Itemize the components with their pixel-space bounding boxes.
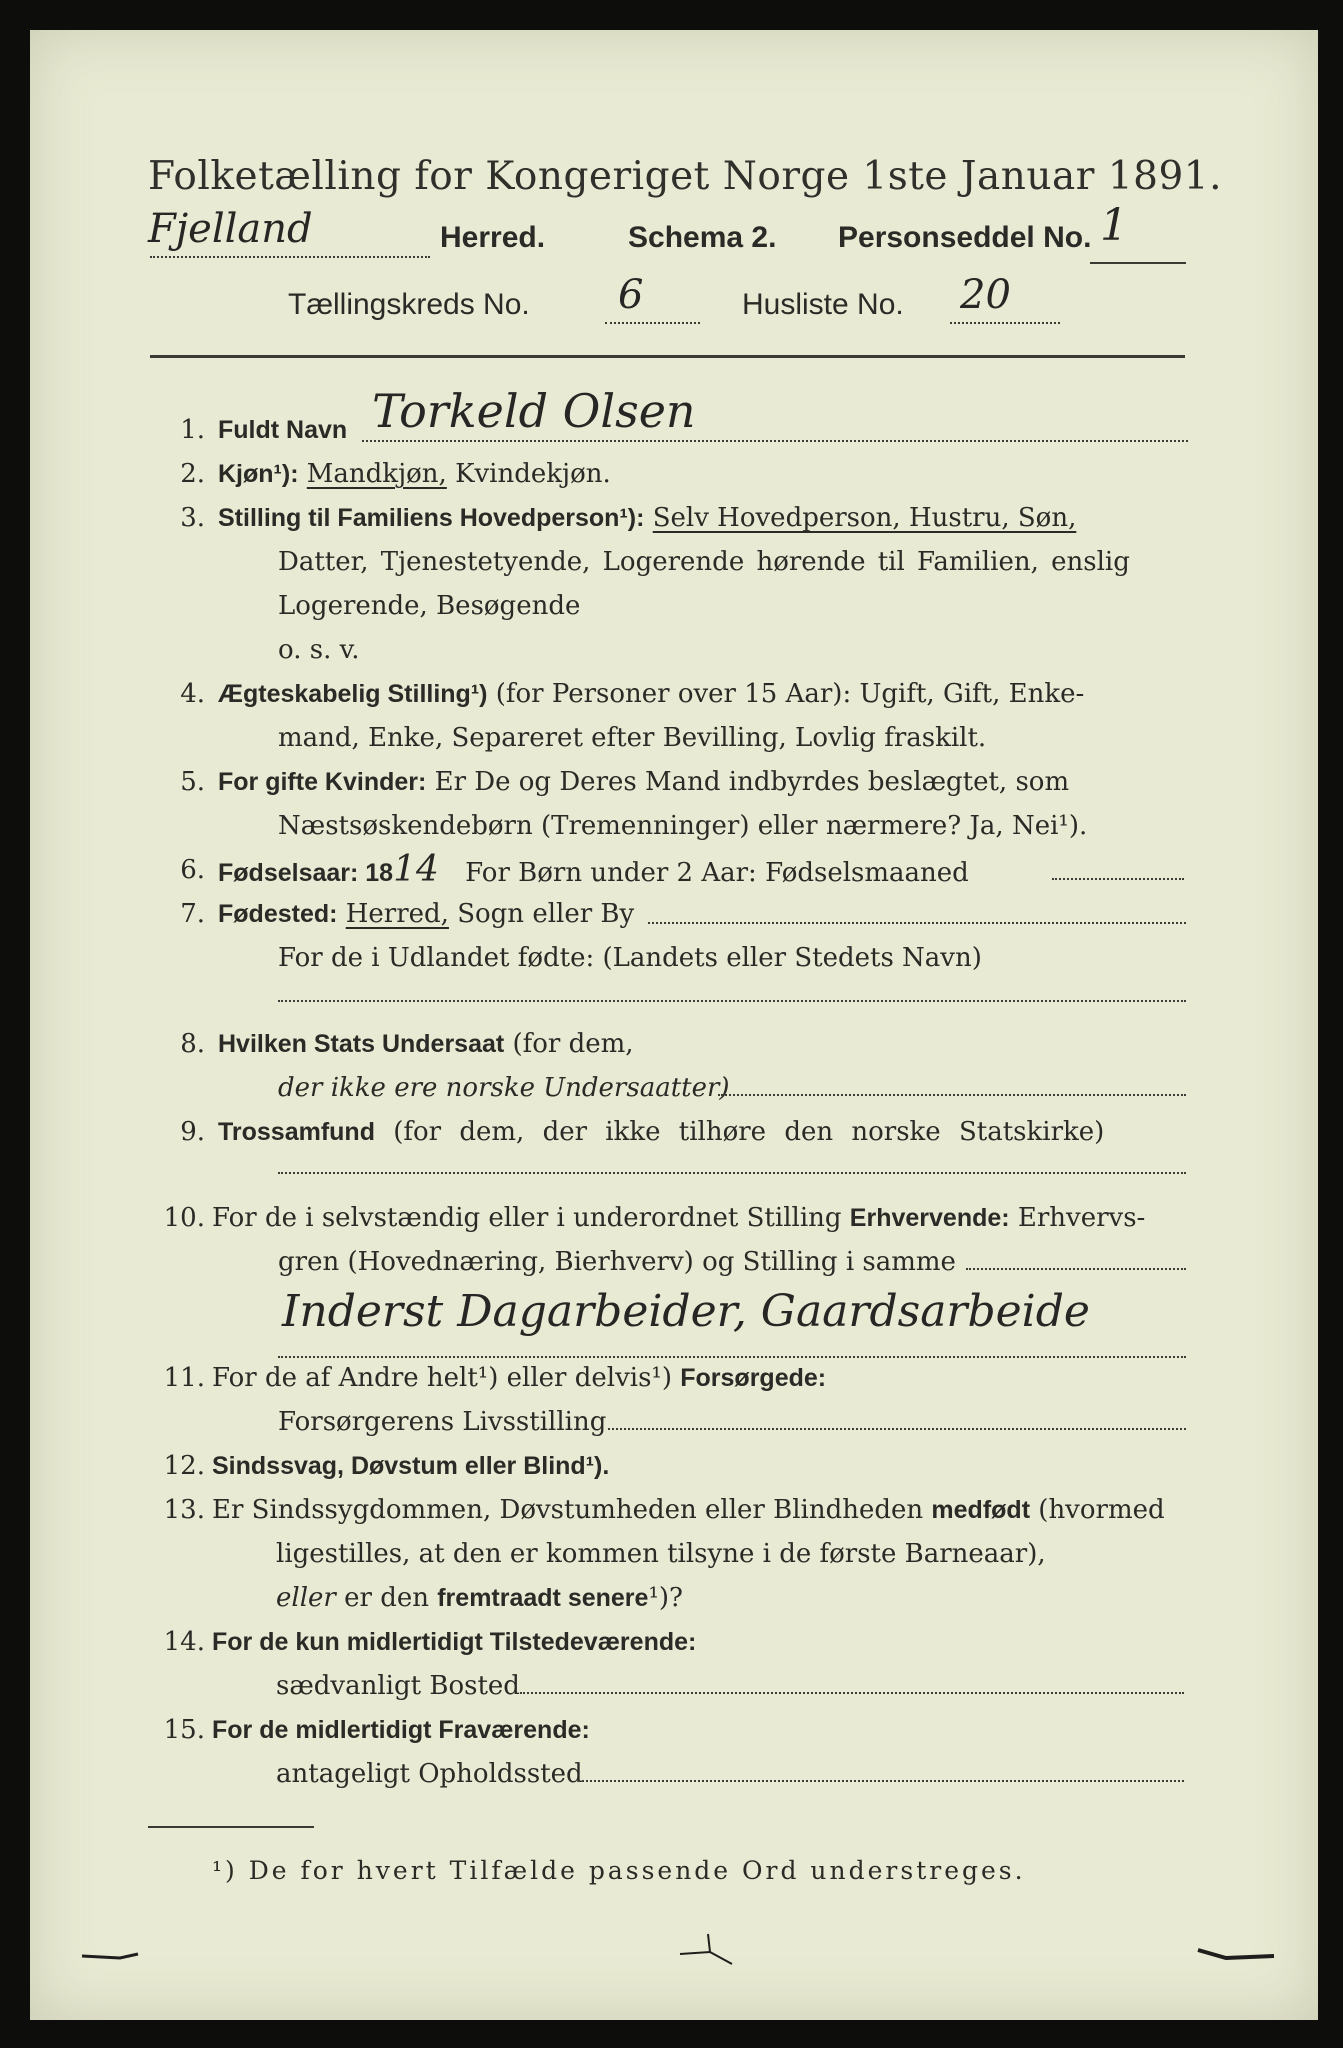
q8-text-line1: (for dem,	[512, 1029, 634, 1059]
q15-number: 15.	[163, 1715, 205, 1745]
q1-name-handwritten: Torkeld Olsen	[372, 384, 696, 438]
q10-occupation-handwritten: Inderst Dagarbeider, Gaardsarbeide	[282, 1286, 1090, 1337]
q1-number: 1.	[180, 415, 205, 445]
q3-row1	[218, 496, 1076, 540]
kreds-label: Tællingskreds No.	[288, 288, 530, 321]
q1-label: Fuldt Navn	[218, 416, 348, 444]
herred-label: Herred.	[440, 221, 546, 254]
q11-number: 11.	[163, 1363, 205, 1393]
q4-options-line1: (for Personer over 15 Aar): Ugift, Gift, Enke-	[495, 679, 1085, 709]
q10-number: 10.	[163, 1203, 205, 1233]
q8-label: Hvilken Stats Undersaat	[218, 1030, 505, 1058]
q7-label: Fødested:	[218, 900, 338, 928]
q6-label: Fødselsaar: 18	[218, 859, 394, 887]
margin-mark-center	[670, 1930, 750, 1970]
header-rule	[150, 355, 1185, 358]
q6-row	[218, 848, 969, 895]
herred-line	[150, 256, 430, 258]
q15-label: For de midlertidigt Fraværende:	[212, 1716, 590, 1744]
q14-line	[520, 1692, 1184, 1694]
q10-label: Erhvervende:	[849, 1204, 1010, 1232]
q7-option-herred: Herred,	[345, 899, 449, 929]
q6-year-handwritten: 14	[393, 849, 439, 890]
margin-mark-right	[1196, 1946, 1276, 1970]
q8-line	[718, 1094, 1186, 1096]
husliste-line	[950, 322, 1060, 324]
q13-text-eller: eller	[276, 1583, 336, 1613]
q10-row1	[212, 1196, 1145, 1240]
q4-label: Ægteskabelig Stilling¹)	[218, 680, 488, 708]
q14-label: For de kun midlertidigt Tilstedeværende:	[212, 1628, 697, 1656]
q3-number: 3.	[180, 503, 205, 533]
q12-number: 12.	[163, 1451, 205, 1481]
form-title: Folketælling for Kongeriget Norge 1ste Januar 1891.	[148, 154, 1222, 199]
q10-line1	[966, 1268, 1186, 1270]
q2-option-mandkjon: Mandkjøn,	[306, 459, 447, 489]
q15-line	[578, 1780, 1184, 1782]
q9-line	[278, 1172, 1186, 1174]
q2-option-kvindekjon: Kvindekjøn.	[455, 459, 611, 489]
q11-text-line1a: For de af Andre helt¹) eller delvis¹)	[212, 1363, 672, 1393]
q4-number: 4.	[180, 679, 205, 709]
q7-text-line2: For de i Udlandet fødte: (Landets eller Stedets Navn)	[278, 943, 982, 973]
q9-text: (for dem, der ikke tilhøre den norske Statskirke)	[393, 1117, 1105, 1147]
q7-line1	[648, 922, 1186, 924]
q5-number: 5.	[180, 767, 205, 797]
q5-text-line2: Næstsøskendebørn (Tremenninger) eller nærmere? Ja, Nei¹).	[278, 811, 1088, 841]
q3-options-line2: Datter, Tjenestetyende, Logerende hørende til Familien, enslig	[278, 547, 1130, 577]
q10-text-line1b: Erhvervs-	[1017, 1203, 1146, 1233]
q13-text-line1a: Er Sindssygdommen, Døvstumheden eller Blindheden	[212, 1495, 924, 1525]
q5-text-line1: Er De og Deres Mand indbyrdes beslægtet, som	[434, 767, 1070, 797]
q11-line	[608, 1428, 1186, 1430]
q13-row3	[276, 1576, 683, 1620]
personseddel-label: Personseddel No.	[838, 221, 1092, 254]
q7-number: 7.	[180, 899, 205, 929]
personseddel-number: 1	[1100, 200, 1128, 251]
q12-label: Sindssvag, Døvstum eller Blind¹).	[212, 1452, 610, 1480]
q13-text-er-den: er den	[344, 1583, 429, 1613]
q10-text-line2: gren (Hovednæring, Bierhverv) og Stilling i samme	[278, 1247, 956, 1277]
q7-rest: Sogn eller By	[457, 899, 635, 929]
q3-options-line4: o. s. v.	[278, 635, 360, 665]
q9-row1	[218, 1110, 1104, 1154]
q2-number: 2.	[180, 459, 205, 489]
herred-handwritten: Fjelland	[148, 206, 313, 252]
q8-row1	[218, 1022, 634, 1066]
q8-number: 8.	[180, 1029, 205, 1059]
q1-line	[362, 440, 1188, 442]
personseddel-line	[1090, 262, 1186, 264]
q13-number: 13.	[163, 1495, 205, 1525]
q5-label: For gifte Kvinder:	[218, 768, 427, 796]
q13-text-end: ¹)?	[648, 1583, 683, 1613]
q11-label: Forsørgede:	[680, 1364, 827, 1392]
q14-number: 14.	[163, 1627, 205, 1657]
footnote-rule	[148, 1826, 314, 1828]
kreds-line	[605, 322, 700, 324]
q13-label: medfødt	[931, 1496, 1031, 1524]
q13-row1	[212, 1488, 1165, 1532]
q13-text-line2: ligestilles, at den er kommen tilsyne i de første Barneaar),	[276, 1539, 1046, 1569]
footnote: ¹) De for hvert Tilfælde passende Ord understreges.	[212, 1856, 1026, 1885]
schema-label: Schema 2.	[628, 221, 777, 254]
kreds-number: 6	[618, 272, 644, 318]
q11-text-line2: Forsørgerens Livsstilling	[278, 1407, 607, 1437]
q9-label: Trossamfund	[218, 1118, 375, 1146]
q11-row1	[212, 1356, 826, 1400]
q2-label: Kjøn¹):	[218, 460, 299, 488]
q5-row1	[218, 760, 1069, 804]
q10-text-line1a: For de i selvstændig eller i underordnet Stilling	[212, 1203, 842, 1233]
q6-line	[1052, 878, 1184, 880]
q9-number: 9.	[180, 1117, 205, 1147]
q15-text-line2: antageligt Opholdssted	[276, 1759, 583, 1789]
q7-line2	[278, 1000, 1186, 1002]
q2-row	[218, 452, 611, 496]
q3-options-line3: Logerende, Besøgende	[278, 591, 581, 621]
q6-rest: For Børn under 2 Aar: Fødselsmaaned	[465, 858, 969, 888]
husliste-number: 20	[960, 272, 1011, 318]
q14-text-line2: sædvanligt Bosted	[276, 1671, 520, 1701]
q7-row1	[218, 892, 634, 936]
q13-text-fremtraadt: fremtraadt senere	[437, 1584, 649, 1612]
q13-text-line1b: (hvormed	[1038, 1495, 1165, 1525]
q6-number: 6.	[180, 855, 205, 885]
q8-text-line2: der ikke ere norske Undersaatter)	[278, 1073, 730, 1103]
husliste-label: Husliste No.	[742, 288, 904, 321]
q3-label: Stilling til Familiens Hovedperson¹):	[218, 504, 645, 532]
q4-options-line2: mand, Enke, Separeret efter Bevilling, Lovlig fraskilt.	[278, 723, 987, 753]
margin-mark-left	[80, 1946, 140, 1966]
q4-row1	[218, 672, 1084, 716]
q3-options-line1: Selv Hovedperson, Hustru, Søn,	[652, 503, 1077, 533]
